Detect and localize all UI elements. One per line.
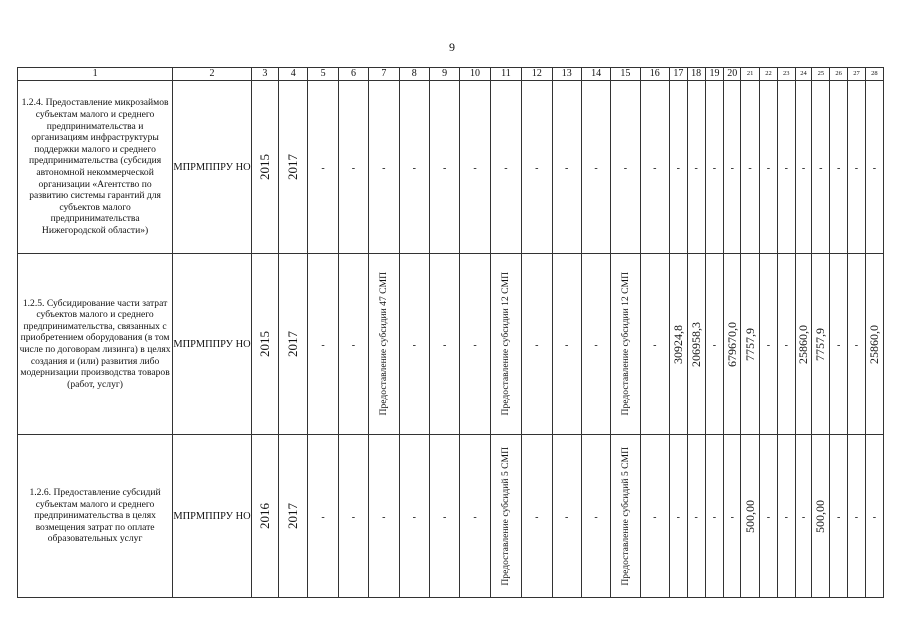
dash-mark: - <box>712 340 717 351</box>
amount-value: 25860,0 <box>866 324 881 364</box>
dash-mark: - <box>784 512 788 523</box>
amount-value: 30924,8 <box>670 324 685 364</box>
header-cell-10: 10 <box>460 68 490 81</box>
cell-col-23 <box>777 81 795 254</box>
cell-col-25 <box>812 435 830 598</box>
measure-name-cell: 1.2.6. Предоставление субсидий субъектам малого и среднего предпринимательства в целях возмещения затрат по оплате образовательных услуг <box>18 435 173 598</box>
dash-mark: - <box>766 163 771 174</box>
page-number: 9 <box>449 40 455 54</box>
dash-mark: - <box>730 163 734 174</box>
header-cell-28: 28 <box>865 68 883 81</box>
cell-col-7 <box>369 81 399 254</box>
amount-value: 679670,0 <box>724 321 739 367</box>
cell-col-17 <box>669 254 687 435</box>
cell-col-9 <box>429 254 459 435</box>
dash-mark: - <box>351 163 356 174</box>
header-cell-21: 21 <box>741 68 760 81</box>
cell-col-21 <box>741 254 760 435</box>
header-cell-7: 7 <box>369 68 399 81</box>
dash-mark: - <box>442 512 447 523</box>
dash-mark: - <box>694 512 698 523</box>
cell-col-26 <box>830 81 848 254</box>
dash-mark: - <box>694 163 698 174</box>
cell-col-17 <box>669 81 687 254</box>
header-cell-17: 17 <box>669 68 687 81</box>
header-cell-22: 22 <box>760 68 778 81</box>
dash-mark: - <box>565 512 569 523</box>
cell-col-19 <box>705 435 724 598</box>
header-cell-1: 1 <box>18 68 173 81</box>
dash-mark: - <box>473 340 477 351</box>
cell-col-8 <box>399 254 429 435</box>
amount-value: 500,00 <box>813 499 828 533</box>
dash-mark: - <box>535 163 539 174</box>
cell-col-10 <box>460 81 490 254</box>
cell-col-19 <box>705 81 724 254</box>
dash-mark: - <box>676 512 680 523</box>
cell-col-7 <box>369 254 399 435</box>
header-cell-9: 9 <box>429 68 459 81</box>
cell-col-27 <box>848 435 866 598</box>
measure-name-cell: 1.2.4. Предоставление микрозаймов субъектам малого и среднего предпринимательства и организациям инфраструктуры поддержки малого и среднего предпринимательства (субсидия автономной некоммерческой организации «Агентство по развитию системы гарантий для субъектов малого предпринимательства Нижегородской области») <box>18 81 173 254</box>
dash-mark: - <box>653 512 657 523</box>
dash-mark: - <box>594 340 598 351</box>
measure-name-cell: 1.2.5. Субсидирование части затрат субъектов малого и среднего предпринимательства, связанных с приобретением оборудования (в том числе по договорам лизинга) в целях создания и (или) развития либо модернизации производства товаров (работ, услуг) <box>18 254 173 435</box>
cell-col-18 <box>687 254 705 435</box>
executor-cell: МПРМППРУ НО <box>173 254 252 435</box>
year-value: 2017 <box>285 331 301 357</box>
dash-mark: - <box>836 163 841 174</box>
dash-mark: - <box>623 163 628 174</box>
header-cell-5: 5 <box>308 68 338 81</box>
cell-col-19 <box>705 254 724 435</box>
cell-col-15 <box>611 254 640 435</box>
dash-mark: - <box>854 512 859 523</box>
cell-col-5 <box>308 81 338 254</box>
cell-col-22 <box>760 254 778 435</box>
year-value: 2016 <box>256 503 272 529</box>
cell-col-12 <box>522 435 552 598</box>
dash-mark: - <box>351 512 356 523</box>
cell-col-5 <box>308 254 338 435</box>
dash-mark: - <box>594 512 598 523</box>
dash-mark: - <box>819 163 823 174</box>
subsidy-note: Предоставление субсидии 47 СМП <box>378 272 390 416</box>
header-cell-6: 6 <box>338 68 368 81</box>
cell-col-7 <box>369 435 399 598</box>
cell-col-14 <box>581 435 610 598</box>
cell-col-17 <box>669 435 687 598</box>
cell-col-23 <box>777 435 795 598</box>
header-cell-26: 26 <box>830 68 848 81</box>
dash-mark: - <box>442 340 447 351</box>
cell-col-13 <box>552 254 581 435</box>
dash-mark: - <box>653 340 657 351</box>
header-cell-11: 11 <box>490 68 521 81</box>
cell-col-15 <box>611 435 640 598</box>
dash-mark: - <box>473 512 477 523</box>
cell-col-16 <box>640 81 669 254</box>
cell-col-11 <box>490 435 521 598</box>
dash-mark: - <box>836 512 841 523</box>
executor-cell: МПРМППРУ НО <box>173 435 252 598</box>
dash-mark: - <box>784 163 788 174</box>
cell-col-9 <box>429 435 459 598</box>
cell-col-8 <box>399 435 429 598</box>
dash-mark: - <box>473 163 477 174</box>
cell-col-18 <box>687 435 705 598</box>
cell-col-3 <box>251 435 278 598</box>
executor-cell: МПРМППРУ НО <box>173 81 252 254</box>
cell-col-6 <box>338 254 368 435</box>
dash-mark: - <box>321 512 325 523</box>
cell-col-16 <box>640 254 669 435</box>
dash-mark: - <box>801 163 806 174</box>
cell-col-10 <box>460 254 490 435</box>
table-row <box>18 435 884 598</box>
dash-mark: - <box>653 163 657 174</box>
cell-col-10 <box>460 435 490 598</box>
cell-col-5 <box>308 435 338 598</box>
cell-col-9 <box>429 81 459 254</box>
header-cell-20: 20 <box>724 68 741 81</box>
program-table <box>17 67 884 598</box>
cell-col-8 <box>399 81 429 254</box>
header-cell-23: 23 <box>777 68 795 81</box>
header-cell-16: 16 <box>640 68 669 81</box>
cell-col-23 <box>777 254 795 435</box>
amount-value: 7757,9 <box>813 327 828 361</box>
cell-col-26 <box>830 435 848 598</box>
dash-mark: - <box>412 512 416 523</box>
amount-value: 25860,0 <box>796 324 811 364</box>
header-cell-18: 18 <box>687 68 705 81</box>
dash-mark: - <box>535 512 539 523</box>
dash-mark: - <box>766 340 771 351</box>
header-cell-25: 25 <box>812 68 830 81</box>
header-cell-2: 2 <box>173 68 252 81</box>
cell-col-14 <box>581 254 610 435</box>
dash-mark: - <box>412 340 416 351</box>
amount-value: 500,00 <box>742 499 757 533</box>
header-row <box>18 68 884 81</box>
dash-mark: - <box>382 163 386 174</box>
dash-mark: - <box>382 512 386 523</box>
cell-col-16 <box>640 435 669 598</box>
cell-col-6 <box>338 435 368 598</box>
year-value: 2017 <box>285 154 301 180</box>
header-cell-4: 4 <box>279 68 308 81</box>
dash-mark: - <box>351 340 356 351</box>
dash-mark: - <box>594 163 598 174</box>
cell-col-27 <box>848 254 866 435</box>
dash-mark: - <box>565 163 569 174</box>
cell-col-24 <box>795 435 812 598</box>
cell-col-24 <box>795 81 812 254</box>
cell-col-24 <box>795 254 812 435</box>
cell-col-28 <box>865 254 883 435</box>
amount-value: 206958,3 <box>688 321 703 367</box>
header-cell-15: 15 <box>611 68 640 81</box>
cell-col-26 <box>830 254 848 435</box>
header-cell-24: 24 <box>795 68 812 81</box>
cell-col-25 <box>812 81 830 254</box>
header-cell-13: 13 <box>552 68 581 81</box>
dash-mark: - <box>321 163 325 174</box>
year-value: 2015 <box>256 154 272 180</box>
cell-col-4 <box>279 254 308 435</box>
cell-col-22 <box>760 81 778 254</box>
year-value: 2017 <box>285 503 301 529</box>
cell-col-28 <box>865 81 883 254</box>
cell-col-28 <box>865 435 883 598</box>
cell-col-13 <box>552 81 581 254</box>
table-row <box>18 81 884 254</box>
cell-col-13 <box>552 435 581 598</box>
subsidy-note: Предоставление субсидии 12 СМП <box>619 272 631 416</box>
cell-col-15 <box>611 81 640 254</box>
cell-col-20 <box>724 435 741 598</box>
cell-col-21 <box>741 435 760 598</box>
cell-col-12 <box>522 254 552 435</box>
year-value: 2015 <box>256 331 272 357</box>
header-cell-27: 27 <box>848 68 866 81</box>
cell-col-11 <box>490 81 521 254</box>
dash-mark: - <box>854 340 859 351</box>
dash-mark: - <box>766 512 771 523</box>
subsidy-note: Предоставление субсидий 5 СМП <box>619 446 631 586</box>
header-cell-12: 12 <box>522 68 552 81</box>
cell-col-21 <box>741 81 760 254</box>
dash-mark: - <box>565 340 569 351</box>
cell-col-18 <box>687 81 705 254</box>
dash-mark: - <box>712 163 717 174</box>
dash-mark: - <box>784 340 788 351</box>
cell-col-11 <box>490 254 521 435</box>
dash-mark: - <box>854 163 859 174</box>
table-row <box>18 254 884 435</box>
cell-col-20 <box>724 254 741 435</box>
dash-mark: - <box>504 163 508 174</box>
cell-col-20 <box>724 81 741 254</box>
cell-col-3 <box>251 254 278 435</box>
cell-col-12 <box>522 81 552 254</box>
dash-mark: - <box>801 512 806 523</box>
dash-mark: - <box>442 163 447 174</box>
cell-col-4 <box>279 435 308 598</box>
dash-mark: - <box>872 163 877 174</box>
dash-mark: - <box>535 340 539 351</box>
dash-mark: - <box>748 163 752 174</box>
dash-mark: - <box>872 512 877 523</box>
cell-col-14 <box>581 81 610 254</box>
cell-col-3 <box>251 81 278 254</box>
subsidy-note: Предоставление субсидий 5 СМП <box>500 446 512 586</box>
dash-mark: - <box>730 512 734 523</box>
header-cell-8: 8 <box>399 68 429 81</box>
cell-col-6 <box>338 81 368 254</box>
dash-mark: - <box>836 340 841 351</box>
cell-col-25 <box>812 254 830 435</box>
subsidy-note: Предоставление субсидии 12 СМП <box>500 272 512 416</box>
header-cell-3: 3 <box>251 68 278 81</box>
dash-mark: - <box>676 163 680 174</box>
dash-mark: - <box>712 512 717 523</box>
header-cell-14: 14 <box>581 68 610 81</box>
header-cell-19: 19 <box>705 68 724 81</box>
dash-mark: - <box>321 340 325 351</box>
cell-col-4 <box>279 81 308 254</box>
cell-col-22 <box>760 435 778 598</box>
dash-mark: - <box>412 163 416 174</box>
cell-col-27 <box>848 81 866 254</box>
amount-value: 7757,9 <box>742 327 757 361</box>
